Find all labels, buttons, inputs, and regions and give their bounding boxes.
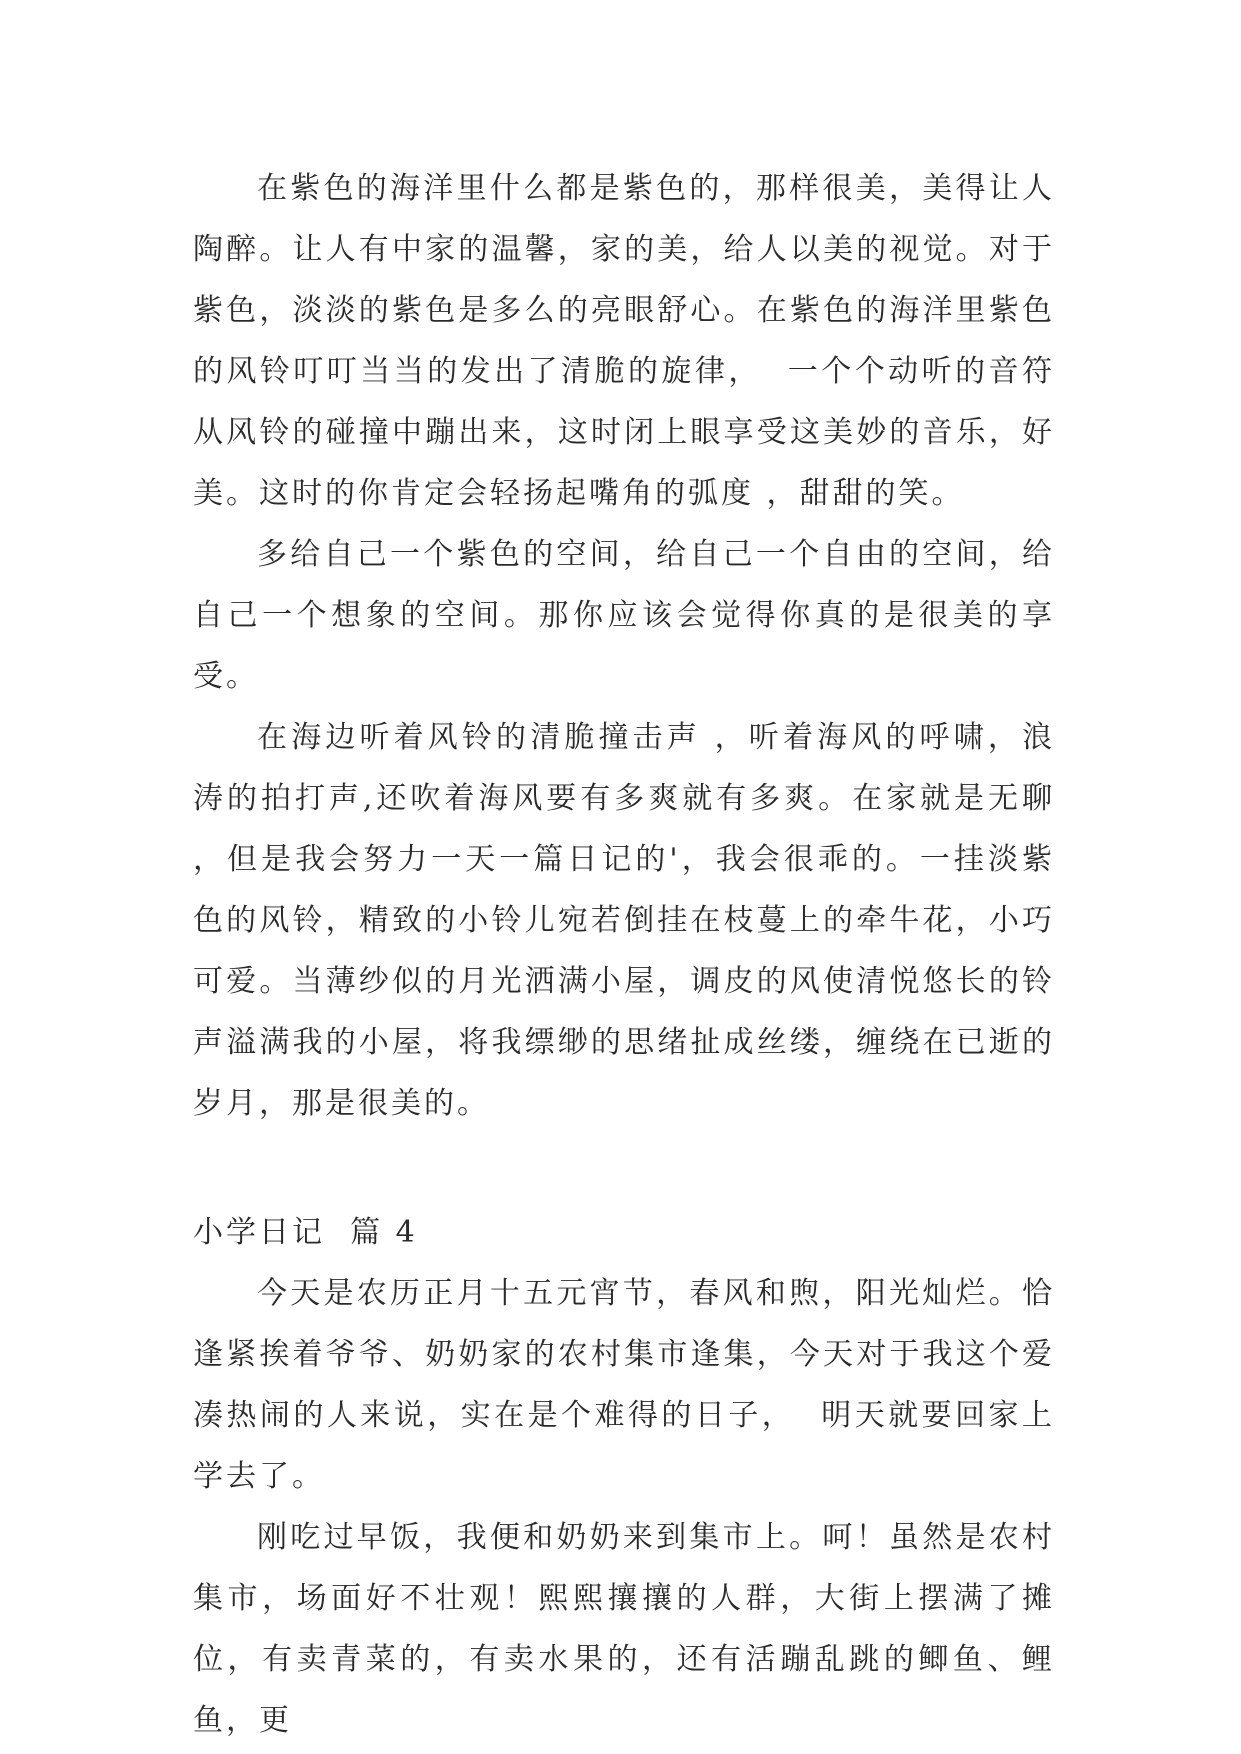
paragraph-purple-sea: 在紫色的海洋里什么都是紫色的，那样很美，美得让人陶醉。让人有中家的温馨，家的美，给人以美的视觉。对于紫色，淡淡的紫色是多么的亮眼舒心。在紫色的海洋里紫色的风铃叮叮当当的发出了清脆的旋律， 一个个动听的音符从风铃的碰撞中蹦出来，这时闭上眼享受这美妙的音乐，好美。这时的你肯定会轻扬起嘴角的弧度 ，甜甜的笑。: [193, 171, 1055, 511]
paragraph-market: 刚吃过早饭，我便和奶奶来到集市上。呵！虽然是农村集市，场面好不壮观！熙熙攘攘的人群，大街上摆满了摊位，有卖青菜的，有卖水果的，还有活蹦乱跳的鲫鱼、鲤鱼，更: [193, 1520, 1055, 1738]
paragraph-lantern-festival: 今天是农历正月十五元宵节，春风和煦，阳光灿烂。恰逢紧挨着爷爷、奶奶家的农村集市逢集，今天对于我这个爱凑热闹的人来说，实在是个难得的日子， 明天就要回家上学去了。: [193, 1276, 1055, 1494]
section-heading: 小学日记 篇 4: [193, 1215, 418, 1250]
paragraph-wind-chime: 在海边听着风铃的清脆撞击声 ，听着海风的呼啸，浪涛的拍打声,还吹着海风要有多爽就有多爽。在家就是无聊 ，但是我会努力一天一篇日记的'，我会很乖的。一挂淡紫色的风铃，精致的小铃儿宛若倒挂在枝蔓上的牵牛花，小巧可爱。当薄纱似的月光洒满小屋，调皮的风使清悦悠长的铃声溢满我的小屋，将我缥缈的思绪扯成丝缕，缠绕在已逝的岁月，那是很美的。: [193, 720, 1068, 1121]
paragraph-purple-space: 多给自己一个紫色的空间，给自己一个自由的空间，给自己一个想象的空间。那你应该会觉得你真的是很美的享受。: [193, 537, 1055, 694]
document-body: [193, 158, 1068, 1751]
